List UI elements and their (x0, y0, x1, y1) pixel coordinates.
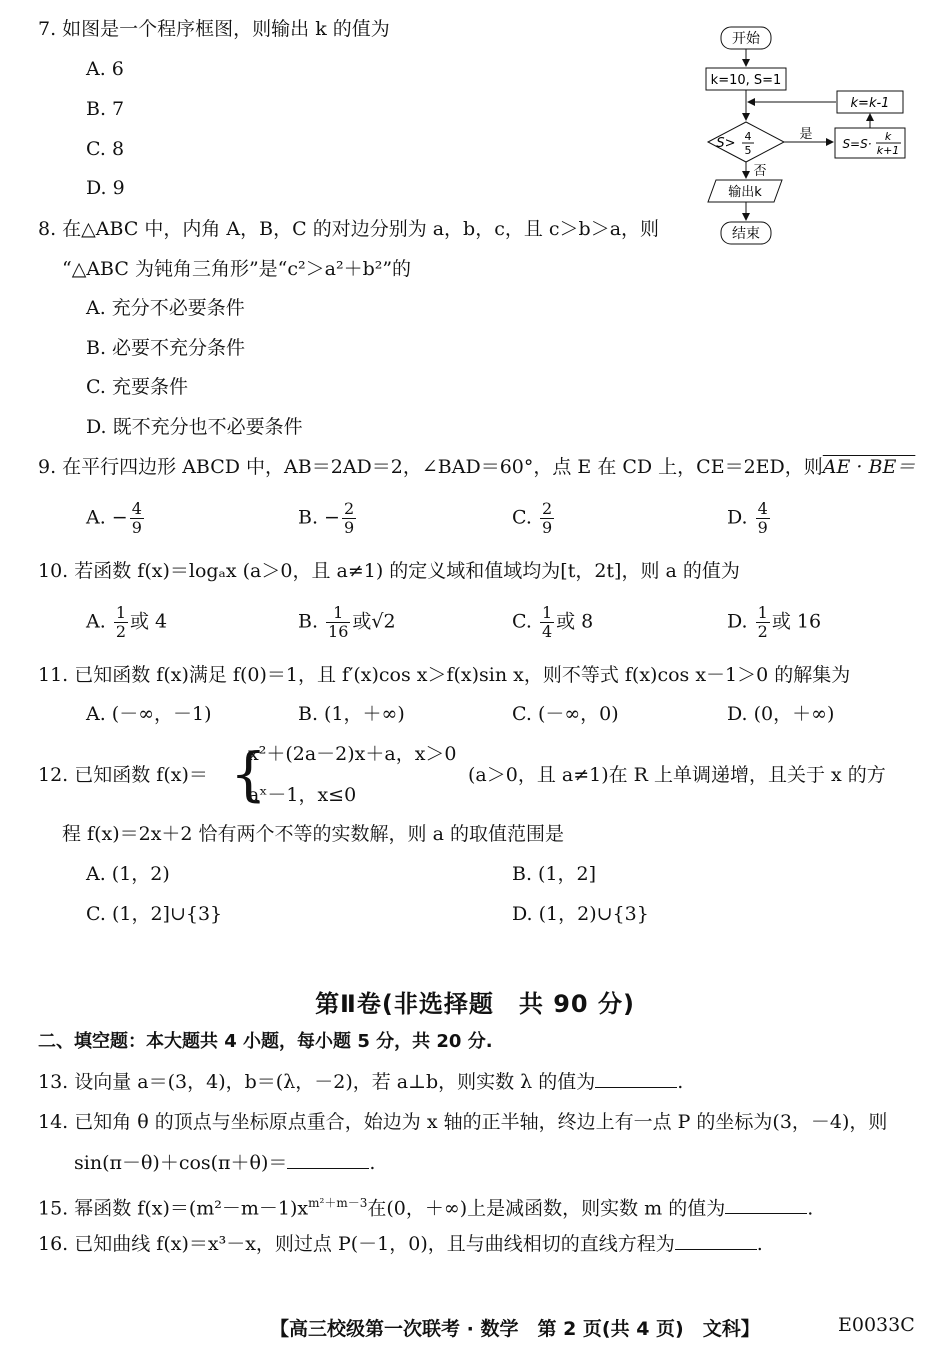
q8-option-c: C. 充要条件 (86, 376, 188, 398)
flow-no-label: 否 (753, 164, 767, 179)
q9-option-a-label: A. − (86, 506, 128, 529)
flow-cond-den: 5 (744, 144, 752, 157)
q7-option-c: C. 8 (86, 138, 125, 160)
q11-option-d: D. (0，＋∞) (727, 703, 835, 725)
q9-stem-text: 9. 在平行四边形 ABCD 中，AB＝2AD＝2，∠BAD＝60°，点 E 在 CD 上，CE＝2ED，则 (38, 456, 823, 478)
q12-lead: 12. 已知函数 f(x)＝ (38, 764, 208, 786)
page-footer: 【高三校级第一次联考 · 数学 第 2 页(共 4 页) 文科】 (270, 1318, 760, 1340)
q7-stem: 7. 如图是一个程序框图，则输出 k 的值为 (38, 18, 390, 40)
q11-option-a: A. (－∞，－1) (86, 703, 212, 725)
q10-c-den: 4 (541, 622, 553, 641)
q9-option-b (298, 500, 358, 537)
q10-d-den: 2 (757, 622, 768, 641)
q9-vector-expr: AE · BE＝ (822, 456, 916, 478)
q16-text: 16. 已知曲线 f(x)＝x³－x，则过点 P(－1，0)，且与曲线相切的直线方程为 (38, 1233, 675, 1255)
flow-update-left: S=S· (842, 137, 872, 151)
q9-option-a-fraction (130, 500, 144, 537)
q14-answer-blank[interactable] (287, 1150, 369, 1169)
q10-b-den: 16 (328, 622, 349, 641)
q16-stem (38, 1231, 763, 1257)
q15-stem (38, 1190, 813, 1221)
q7-option-d: D. 9 (86, 177, 125, 199)
q12-brace: { (230, 740, 267, 808)
flow-cond-left: S> (716, 136, 736, 151)
flow-dec-text: k=k-1 (850, 96, 890, 111)
q12-option-c: C. (1，2]∪{3} (86, 903, 223, 925)
q14-stem-line1: 14. 已知角 θ 的顶点与坐标原点重合，始边为 x 轴的正半轴，终边上有一点 P 的坐标为(3，－4)，则 (38, 1111, 888, 1133)
q8-option-a: A. 充分不必要条件 (86, 297, 245, 319)
q16-answer-blank[interactable] (675, 1231, 757, 1250)
flowchart (700, 22, 910, 252)
q9-option-d (727, 500, 772, 537)
q15-period: . (807, 1197, 814, 1220)
q15-exponent: m²＋m－3 (308, 1196, 368, 1210)
q9-b-den: 9 (343, 518, 355, 537)
q9-option-d-label: D. (727, 506, 754, 529)
q15-text-a: 15. 幂函数 f(x)＝(m²－m－1)x (38, 1197, 309, 1220)
q10-option-d-label: D. (727, 610, 754, 633)
q9-option-c-fraction (540, 500, 554, 537)
q14-stem-line2 (74, 1150, 375, 1176)
q9-d-den: 9 (757, 518, 768, 537)
q11-option-c: C. (－∞，0) (512, 703, 619, 725)
q14-period: . (369, 1152, 376, 1174)
q8-stem-line1: 8. 在△ABC 中，内角 A，B，C 的对边分别为 a，b，c，且 c＞b＞a，则 (38, 218, 660, 240)
q10-option-d-fraction (756, 604, 770, 641)
q12-stem-line2: 程 f(x)＝2x＋2 恰有两个不等的实数解，则 a 的取值范围是 (62, 823, 564, 845)
q12-case1: x²＋(2a－2)x＋a，x＞0 (248, 743, 457, 765)
q14-text: sin(π－θ)＋cos(π＋θ)＝ (74, 1152, 288, 1174)
flow-update-den: k+1 (876, 144, 900, 157)
flow-update-num: k (884, 130, 892, 143)
q9-option-d-fraction (756, 500, 770, 537)
q9-option-c-label: C. (512, 506, 538, 529)
q10-option-d (727, 604, 821, 641)
q9-c-num: 2 (541, 499, 553, 518)
flow-cond-num: 4 (744, 130, 752, 143)
flow-yes-label: 是 (799, 127, 813, 142)
q10-option-b-tail: 或√2 (352, 610, 396, 633)
q9-option-c (512, 500, 556, 537)
q16-period: . (756, 1233, 763, 1255)
q13-text: 13. 设向量 a＝(3，4)，b＝(λ，－2)，若 a⊥b，则实数 λ 的值为 (38, 1071, 596, 1093)
q12-case2: aˣ－1，x≤0 (248, 784, 357, 806)
q10-option-c-tail: 或 8 (556, 610, 594, 633)
flow-end-text: 结束 (732, 226, 760, 242)
q9-a-num: 4 (131, 499, 142, 518)
q12-option-b: B. (1，2] (512, 863, 597, 885)
q8-option-b: B. 必要不充分条件 (86, 337, 246, 359)
q10-option-b-label: B. (298, 610, 325, 633)
q9-d-num: 4 (757, 499, 768, 518)
q12-tail: (a＞0，且 a≠1)在 R 上单调递增，且关于 x 的方 (468, 764, 886, 786)
q10-option-a-label: A. (86, 610, 112, 633)
q13-answer-blank[interactable] (595, 1069, 677, 1088)
q15-answer-blank[interactable] (725, 1195, 807, 1214)
q10-option-c (512, 604, 593, 641)
q10-option-b-fraction (326, 604, 350, 641)
part2-title: 第Ⅱ卷(非选择题 共 90 分) (315, 990, 635, 1018)
q9-option-b-fraction (342, 500, 356, 537)
q10-option-b (298, 604, 396, 641)
q10-option-a-fraction (114, 604, 128, 641)
q10-option-c-label: C. (512, 610, 538, 633)
q9-stem (38, 454, 915, 480)
q10-option-a-tail: 或 4 (130, 610, 168, 633)
part2-subtitle: 二、填空题：本大题共 4 小题，每小题 5 分，共 20 分. (38, 1031, 493, 1052)
q10-option-a (86, 604, 167, 641)
q10-b-num: 1 (326, 604, 350, 623)
q13-stem (38, 1069, 683, 1095)
q10-option-d-tail: 或 16 (771, 610, 822, 633)
q10-option-c-fraction (540, 604, 554, 641)
q9-c-den: 9 (541, 518, 553, 537)
q7-option-b: B. 7 (86, 98, 125, 120)
paper-code: E0033C (838, 1314, 915, 1336)
q10-stem: 10. 若函数 f(x)＝logₐx (a＞0，且 a≠1) 的定义域和值域均为[t，2t]，则 a 的值为 (38, 560, 740, 582)
q11-stem: 11. 已知函数 f(x)满足 f(0)＝1，且 f′(x)cos x＞f(x)sin x，则不等式 f(x)cos x－1＞0 的解集为 (38, 664, 851, 686)
flow-init-text: k=10, S=1 (710, 73, 782, 88)
flow-start-text: 开始 (732, 31, 760, 47)
flow-output-text: 输出k (728, 185, 762, 200)
q13-period: . (677, 1071, 684, 1093)
q10-c-num: 1 (541, 603, 553, 622)
q8-stem-line2: “△ABC 为钝角三角形”是“c²＞a²＋b²”的 (62, 258, 412, 280)
q7-option-a: A. 6 (86, 58, 124, 80)
q9-option-b-label: B. − (298, 506, 340, 529)
q9-a-den: 9 (131, 518, 142, 537)
q8-option-d: D. 既不充分也不必要条件 (86, 416, 303, 438)
q15-text-b: 在(0，＋∞)上是减函数，则实数 m 的值为 (367, 1197, 726, 1220)
q12-option-a: A. (1，2) (86, 863, 170, 885)
q10-a-den: 2 (115, 622, 126, 641)
q12-option-d: D. (1，2)∪{3} (512, 903, 649, 925)
q10-a-num: 1 (115, 603, 126, 622)
q9-option-a (86, 500, 146, 537)
q9-b-num: 2 (343, 499, 355, 518)
q10-d-num: 1 (757, 603, 768, 622)
q11-option-b: B. (1，＋∞) (298, 703, 405, 725)
